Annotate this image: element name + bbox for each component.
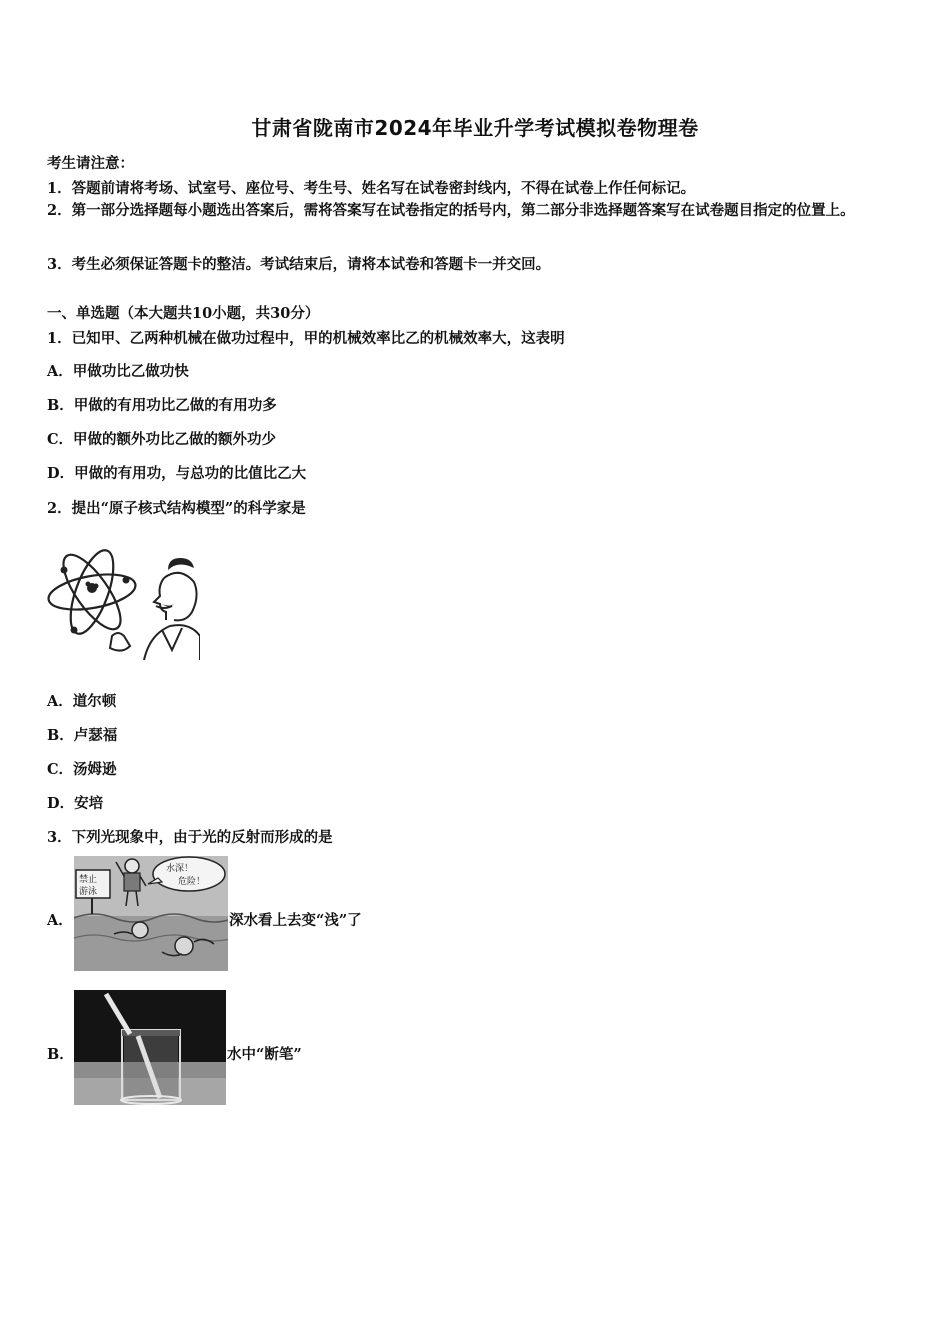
q2-option-c[interactable]: C．汤姆逊 — [47, 761, 117, 778]
q1-option-b[interactable]: B．甲做的有用功比乙做的有用功多 — [47, 397, 277, 414]
q1-option-c[interactable]: C．甲做的额外功比乙做的额外功少 — [47, 431, 277, 448]
notice-heading: 考生请注意： — [47, 155, 134, 172]
q1-option-a[interactable]: A．甲做功比乙做功快 — [47, 363, 189, 380]
bubble-text: 水深！ — [166, 864, 194, 874]
notice-item-3: 3．考生必须保证答题卡的整洁。考试结束后，请将本试卷和答题卡一并交回。 — [47, 256, 551, 273]
q1-option-d[interactable]: D．甲做的有用功，与总功的比值比乙大 — [47, 465, 307, 482]
sign-text-2: 游泳 — [79, 887, 98, 897]
question-1-stem: 1．已知甲、乙两种机械在做功过程中，甲的机械效率比乙的机械效率大，这表明 — [47, 330, 565, 347]
notice-item-1: 1．答题前请将考场、试室号、座位号、考生号、姓名写在试卷密封线内，不得在试卷上作任何标记。 — [47, 180, 696, 197]
bubble-text-2: 危险！ — [178, 877, 206, 887]
section-heading: 一、单选题（本大题共10小题，共30分） — [47, 305, 320, 322]
q3-option-b-label[interactable]: B． — [47, 1046, 74, 1063]
q2-option-d[interactable]: D．安培 — [47, 795, 104, 812]
q3-option-a-label[interactable]: A． — [47, 912, 73, 929]
deep-water-warning-illustration — [74, 856, 228, 971]
q3-option-b-text[interactable]: 水中“断笔” — [227, 1046, 302, 1063]
exam-title: 甘肃省陇南市2024年毕业升学考试模拟卷物理卷 — [251, 116, 699, 140]
notice-item-2: 2．第一部分选择题每小题选出答案后，需将答案写在试卷指定的括号内，第二部分非选择题答案写在试卷题目指定的位置上。 — [47, 202, 855, 219]
rutherford-atom-illustration — [44, 540, 200, 664]
q2-option-b[interactable]: B．卢瑟福 — [47, 727, 118, 744]
broken-pencil-in-water-photo — [74, 990, 226, 1105]
question-3-stem: 3．下列光现象中，由于光的反射而形成的是 — [47, 829, 333, 846]
q3-option-a-text[interactable]: 深水看上去变“浅”了 — [229, 912, 362, 929]
sign-text: 禁止 — [79, 875, 98, 885]
q2-option-a[interactable]: A．道尔顿 — [47, 693, 117, 710]
question-2-stem: 2．提出“原子核式结构模型”的科学家是 — [47, 500, 306, 517]
